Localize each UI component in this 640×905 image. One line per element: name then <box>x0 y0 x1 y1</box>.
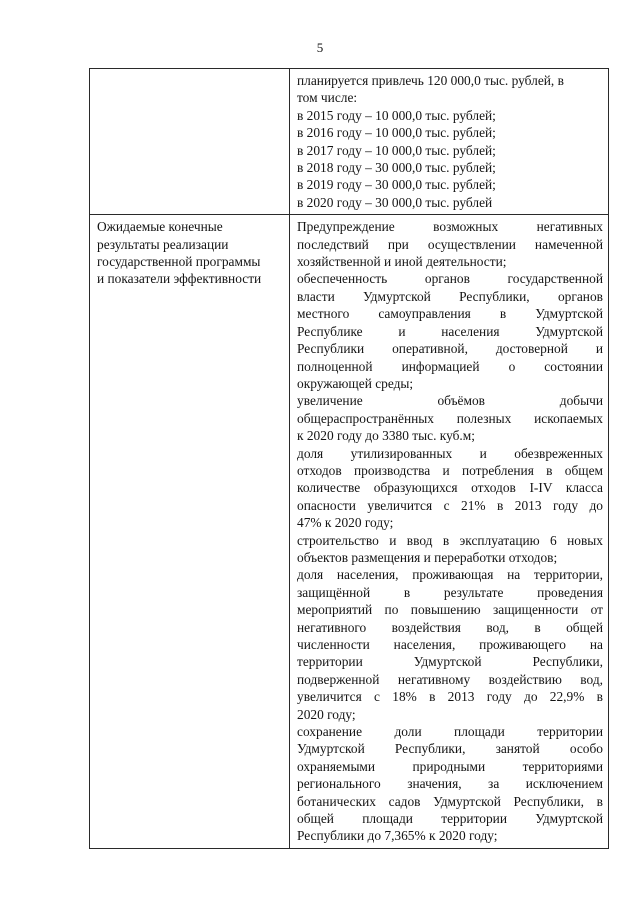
row-content-line: власти Удмуртской Республики, органов <box>297 288 603 304</box>
row-content-line: отходов производства и потребления в общем <box>297 462 603 478</box>
row-content-line: негативного воздействия вод, в общей <box>297 619 603 635</box>
row-content-line: количестве образующихся отходов I-IV класса <box>297 480 603 496</box>
row-content-cell <box>290 215 609 849</box>
row-content-line: Предупреждение возможных негативных <box>297 219 603 235</box>
row-content-line: Республики до 7,365% к 2020 году; <box>297 828 498 844</box>
row-content-line: последствий при осуществлении намеченной <box>297 236 603 252</box>
row-content-line: ботанических садов Удмуртской Республики, в <box>297 793 603 809</box>
row-content-cell <box>290 69 609 215</box>
table-row-funding <box>90 69 609 215</box>
row-content-line: доля утилизированных и обезвреженных <box>297 445 603 461</box>
row-content-line: доля населения, проживающая на территории, <box>297 567 603 583</box>
row-content-line: подверженной негативному воздействию вод, <box>297 671 603 687</box>
row-content-line: хозяйственной и иной деятельности; <box>297 254 507 270</box>
row-content-line: численности населения, проживающего на <box>297 637 603 652</box>
row-content-line: 2020 году; <box>297 706 356 722</box>
row-content-line: в 2018 году – 30 000,0 тыс. рублей; <box>297 160 496 176</box>
row-content-line: сохранение доли площади территории <box>297 724 603 740</box>
table-row-expected-results <box>90 215 609 849</box>
row-content-line: охраняемыми природными территориями <box>297 758 603 774</box>
row-label-line: результаты реализации <box>97 236 229 252</box>
row-content-line: увеличится с 18% в 2013 году до 22,9% в <box>297 689 603 705</box>
row-label-cell <box>90 215 290 849</box>
page-number: 5 <box>316 40 324 55</box>
row-label-line: государственной программы <box>97 254 261 270</box>
row-content-line: регионального значения, за исключением <box>297 776 603 792</box>
row-content-line: территории Удмуртской Республики, <box>297 654 603 670</box>
row-content-line: общей площади территории Удмуртской <box>297 811 603 827</box>
row-content-line: окружающей среды; <box>297 375 414 391</box>
row-content-line: местного самоуправления в Удмуртской <box>297 306 603 322</box>
program-passport-table <box>89 68 609 849</box>
row-label-line: Ожидаемые конечные <box>97 219 223 235</box>
row-label-line: и показатели эффективности <box>97 271 262 287</box>
row-content-line: Удмуртской Республики, занятой особо <box>297 741 603 757</box>
row-content-line: к 2020 году до 3380 тыс. куб.м; <box>297 428 475 444</box>
row-content-line: в 2017 году – 10 000,0 тыс. рублей; <box>297 142 496 158</box>
row-content-line: общераспространённых полезных ископаемых <box>297 410 603 426</box>
row-content-line: объектов размещения и переработки отходов; <box>297 549 558 565</box>
row-content-line: строительство и ввод в эксплуатацию 6 новых <box>297 532 603 548</box>
row-content-line: обеспеченность органов государственной <box>297 271 603 287</box>
row-content-line: в 2019 году – 30 000,0 тыс. рублей; <box>297 177 496 193</box>
row-content-line: Республики оперативной, достоверной и <box>297 341 603 357</box>
row-content-line: в 2020 году – 30 000,0 тыс. рублей <box>297 194 493 210</box>
row-content-line: в 2016 году – 10 000,0 тыс. рублей; <box>297 125 496 141</box>
row-content-line: увеличение объёмов добычи <box>297 393 603 409</box>
row-content-line: том числе: <box>297 90 358 106</box>
row-content-line: защищённой в результате проведения <box>297 584 603 600</box>
row-content-line: планируется привлечь 120 000,0 тыс. рублей, в <box>297 73 564 88</box>
row-content-line: мероприятий по повышению защищенности от <box>297 602 603 618</box>
row-content-line: полноценной информацией о состоянии <box>297 358 603 374</box>
row-content-line: 47% к 2020 году; <box>297 515 394 531</box>
row-label-cell <box>90 69 290 215</box>
row-content-line: опасности увеличится с 21% в 2013 году до <box>297 497 603 513</box>
row-content-line: в 2015 году – 10 000,0 тыс. рублей; <box>297 107 496 123</box>
row-content-line: Республике и населения Удмуртской <box>297 323 603 339</box>
